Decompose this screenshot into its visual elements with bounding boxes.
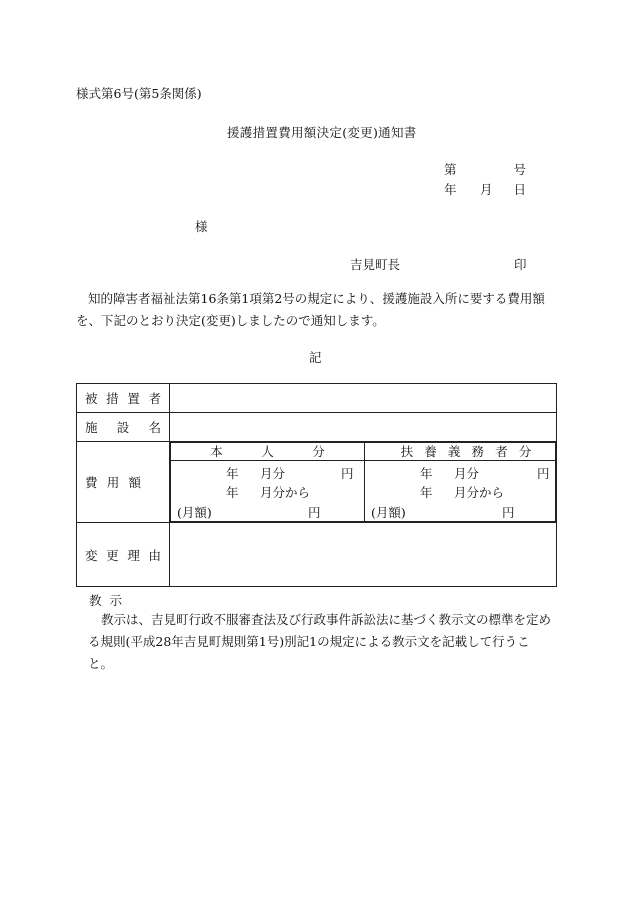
self-month-portion: 月分 bbox=[260, 466, 286, 481]
supporter-month-from: 月分から bbox=[454, 485, 505, 500]
self-yen-2: 円 bbox=[308, 505, 321, 520]
document-title: 援護措置費用額決定(変更)通知書 bbox=[227, 125, 417, 140]
self-year-1: 年 bbox=[226, 466, 239, 481]
label-cost-amount: 費 用 額 bbox=[77, 442, 170, 523]
supporter-monthly: (月額) bbox=[371, 505, 406, 520]
subject-person-value bbox=[170, 384, 557, 413]
label-subject-person: 被 措 置 者 bbox=[77, 384, 170, 413]
number-suffix: 号 bbox=[513, 162, 526, 177]
self-portion-heading: 本 人 分 bbox=[171, 443, 364, 461]
number-prefix: 第 bbox=[444, 162, 457, 177]
form-number: 様式第6号(第5条関係) bbox=[76, 86, 202, 101]
supporter-portion-column bbox=[365, 443, 556, 522]
supporter-portion-heading: 扶 養 義 務 者 分 bbox=[365, 443, 555, 461]
cost-amount-cell bbox=[170, 442, 557, 523]
supporter-yen-1: 円 bbox=[537, 466, 550, 481]
self-year-2: 年 bbox=[226, 485, 239, 500]
fee-table bbox=[76, 383, 557, 587]
sender: 吉見町長 bbox=[350, 257, 401, 272]
label-change-reason: 変 更 理 由 bbox=[77, 523, 170, 587]
date-month: 月 bbox=[480, 182, 493, 197]
self-yen-1: 円 bbox=[341, 466, 354, 481]
self-month-from: 月分から bbox=[260, 485, 311, 500]
supporter-year-2: 年 bbox=[420, 485, 433, 500]
supporter-yen-2: 円 bbox=[502, 505, 515, 520]
body-paragraph: 知的障害者福祉法第16条第1項第2号の規定により、援護施設入所に要する費用額を、下記のとおり決定(変更)しましたので通知します。 bbox=[76, 291, 545, 328]
notice-text: 教示は、吉見町行政不服審査法及び行政事件訴訟法に基づく教示文の標準を定める規則(平成28年吉見町規則第1号)別記1の規定による教示文を記載して行うこと。 bbox=[88, 612, 552, 671]
supporter-month-portion: 月分 bbox=[454, 466, 480, 481]
change-reason-value bbox=[170, 523, 557, 587]
date-year: 年 bbox=[444, 182, 457, 197]
self-monthly: (月額) bbox=[177, 505, 212, 520]
ki-label: 記 bbox=[309, 350, 322, 365]
date-day: 日 bbox=[513, 182, 526, 197]
label-facility-name: 施 設 名 bbox=[77, 413, 170, 442]
addressee-suffix: 様 bbox=[195, 219, 208, 234]
supporter-year-1: 年 bbox=[420, 466, 433, 481]
notice-heading: 教 示 bbox=[89, 593, 124, 608]
facility-name-value bbox=[170, 413, 557, 442]
seal-mark: 印 bbox=[514, 257, 527, 272]
self-portion-column bbox=[171, 443, 365, 522]
